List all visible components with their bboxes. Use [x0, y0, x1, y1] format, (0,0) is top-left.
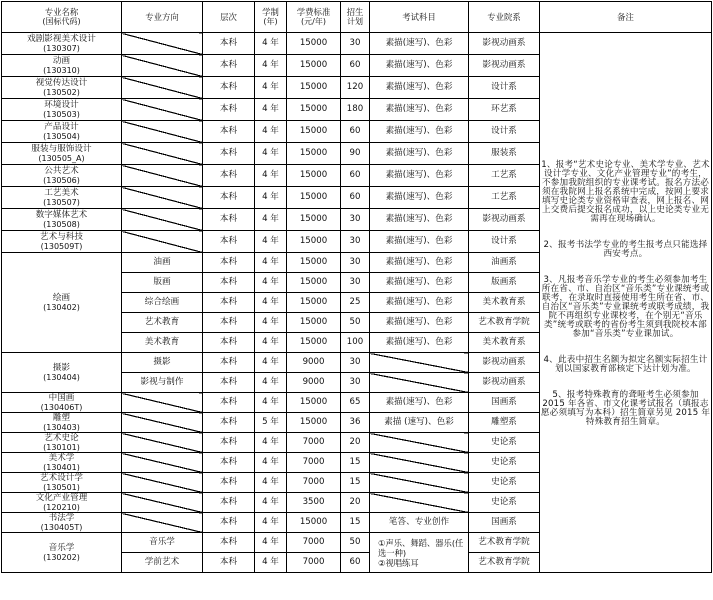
major-cell: 环境设计 (130503): [2, 99, 122, 121]
fee-cell: 15000: [287, 293, 341, 313]
years-cell: 4 年: [255, 121, 287, 143]
fee-cell: 9000: [287, 353, 341, 373]
empty-direction-cell: [122, 77, 203, 99]
level-cell: 本科: [203, 553, 255, 573]
dept-cell: 环艺系: [469, 99, 540, 121]
note-4: 4、此表中招生名额为拟定名额实际招生计划以国家教育部核定下达计划为准。: [543, 355, 708, 374]
empty-exam-cell: [370, 493, 469, 513]
note-1: 1、报考“艺术史论专业、美术学专业、艺术设计学专业、文化产业管理专业”的考生，不参加我院组织的专业课考试。报名方法必须在我院网上报名系统中完成，按网上要求填写史论类专业资格审查表，网上报名、网上交费后提交报名成功，以上史论类专业无需再在现场确认。: [541, 160, 710, 224]
dept-cell: 影视动画系: [469, 373, 540, 393]
fee-cell: 7000: [287, 453, 341, 473]
header-level: 层次: [203, 2, 255, 33]
photo-major-cell: 摄影 (130404): [2, 353, 122, 393]
years-cell: 4 年: [255, 273, 287, 293]
fee-cell: 3500: [287, 493, 341, 513]
direction-cell: 摄影: [122, 353, 203, 373]
years-cell: 4 年: [255, 533, 287, 553]
quota-cell: 20: [341, 433, 370, 453]
quota-cell: 100: [341, 333, 370, 353]
fee-cell: 15000: [287, 413, 341, 433]
fee-cell: 15000: [287, 393, 341, 413]
level-cell: 本科: [203, 373, 255, 393]
quota-cell: 30: [341, 373, 370, 393]
dept-cell: 史论系: [469, 433, 540, 453]
level-cell: 本科: [203, 33, 255, 55]
exam-cell: 素描(速写)、色彩: [370, 143, 469, 165]
level-cell: 本科: [203, 533, 255, 553]
exam-cell: 素描(速写)、色彩: [370, 121, 469, 143]
major-cell: 动画 (130310): [2, 55, 122, 77]
music-exam-cell: ①声乐、舞蹈、器乐(任选一种) ②视唱练耳: [370, 533, 469, 573]
major-cell: 美术学 (130401): [2, 453, 122, 473]
level-cell: 本科: [203, 77, 255, 99]
note-5: 5、报考特殊教育的聋哑考生必须参加 2015 年各省、市文化课考试报名（填报志愿必须填写为本科）招生简章另见 2015 年特殊教育招生简章。: [540, 390, 711, 427]
empty-direction-cell: [122, 433, 203, 453]
dept-cell: 服装系: [469, 143, 540, 165]
level-cell: 本科: [203, 413, 255, 433]
level-cell: 本科: [203, 209, 255, 231]
dept-cell: 艺术教育学院: [469, 533, 540, 553]
fee-cell: 15000: [287, 143, 341, 165]
header-major: 专业名称 (国标代码): [2, 2, 122, 33]
dept-cell: 雕塑系: [469, 413, 540, 433]
empty-direction-cell: [122, 99, 203, 121]
level-cell: 本科: [203, 55, 255, 77]
level-cell: 本科: [203, 493, 255, 513]
quota-cell: 90: [341, 143, 370, 165]
dept-cell: 史论系: [469, 493, 540, 513]
quota-cell: 30: [341, 353, 370, 373]
fee-cell: 7000: [287, 433, 341, 453]
quota-cell: 50: [341, 533, 370, 553]
level-cell: 本科: [203, 253, 255, 273]
fee-cell: 15000: [287, 165, 341, 187]
major-cell: 文化产业管理 (120210): [2, 493, 122, 513]
enrollment-table: [1, 1, 712, 573]
empty-direction-cell: [122, 187, 203, 209]
dept-cell: 美术教育系: [469, 333, 540, 353]
years-cell: 4 年: [255, 253, 287, 273]
quota-cell: 15: [341, 473, 370, 493]
fee-cell: 15000: [287, 313, 341, 333]
level-cell: 本科: [203, 231, 255, 253]
empty-exam-cell: [370, 473, 469, 493]
major-cell: 中国画 (130406T): [2, 393, 122, 413]
empty-exam-cell: [370, 373, 469, 393]
quota-cell: 15: [341, 453, 370, 473]
years-cell: 4 年: [255, 165, 287, 187]
exam-cell: 素描(速写)、色彩: [370, 393, 469, 413]
years-cell: 4 年: [255, 473, 287, 493]
level-cell: 本科: [203, 99, 255, 121]
dept-cell: 影视动画系: [469, 55, 540, 77]
major-cell: 艺术史论 (130101): [2, 433, 122, 453]
years-cell: 4 年: [255, 393, 287, 413]
fee-cell: 7000: [287, 473, 341, 493]
direction-cell: 艺术教育: [122, 313, 203, 333]
fee-cell: 15000: [287, 231, 341, 253]
quota-cell: 30: [341, 253, 370, 273]
years-cell: 4 年: [255, 353, 287, 373]
empty-direction-cell: [122, 453, 203, 473]
level-cell: 本科: [203, 453, 255, 473]
header-notes: 备注: [540, 2, 712, 33]
quota-cell: 180: [341, 99, 370, 121]
level-cell: 本科: [203, 121, 255, 143]
quota-cell: 65: [341, 393, 370, 413]
years-cell: 4 年: [255, 33, 287, 55]
quota-cell: 25: [341, 293, 370, 313]
exam-cell: 素描(速写)、色彩: [370, 253, 469, 273]
direction-cell: 版画: [122, 273, 203, 293]
dept-cell: 设计系: [469, 231, 540, 253]
exam-cell: 素描(速写)、色彩: [370, 231, 469, 253]
level-cell: 本科: [203, 313, 255, 333]
empty-exam-cell: [370, 453, 469, 473]
dept-cell: 艺术教育学院: [469, 553, 540, 573]
quota-cell: 36: [341, 413, 370, 433]
years-cell: 4 年: [255, 293, 287, 313]
years-cell: 4 年: [255, 333, 287, 353]
major-cell: 雕塑 (130403): [2, 413, 122, 433]
years-cell: 4 年: [255, 143, 287, 165]
quota-cell: 60: [341, 165, 370, 187]
level-cell: 本科: [203, 273, 255, 293]
exam-cell: 素描(速写)、色彩: [370, 313, 469, 333]
years-cell: 4 年: [255, 209, 287, 231]
direction-cell: 学前艺术: [122, 553, 203, 573]
fee-cell: 15000: [287, 99, 341, 121]
dept-cell: 影视动画系: [469, 33, 540, 55]
years-cell: 4 年: [255, 493, 287, 513]
years-cell: 4 年: [255, 553, 287, 573]
major-cell: 视觉传达设计 (130502): [2, 77, 122, 99]
quota-cell: 60: [341, 553, 370, 573]
dept-cell: 影视动画系: [469, 209, 540, 231]
header-fee: 学费标准 (元/年): [287, 2, 341, 33]
note-2: 2、报考书法学专业的考生报考点只能选择西安考点。: [543, 240, 708, 259]
fee-cell: 15000: [287, 333, 341, 353]
years-cell: 4 年: [255, 453, 287, 473]
empty-exam-cell: [370, 433, 469, 453]
direction-cell: 音乐学: [122, 533, 203, 553]
major-cell: 服装与服饰设计 (130505_A): [2, 143, 122, 165]
dept-cell: 艺术教育学院: [469, 313, 540, 333]
years-cell: 4 年: [255, 55, 287, 77]
exam-cell: 素描(速写)、色彩: [370, 293, 469, 313]
dept-cell: 史论系: [469, 453, 540, 473]
fee-cell: 9000: [287, 373, 341, 393]
level-cell: 本科: [203, 433, 255, 453]
major-cell: 数字媒体艺术 (130508): [2, 209, 122, 231]
fee-cell: 15000: [287, 55, 341, 77]
years-cell: 5 年: [255, 413, 287, 433]
empty-direction-cell: [122, 493, 203, 513]
note-3: 3、凡报考音乐学专业的考生必须参加考生所在省、市、自治区“音乐类”专业课统考或联考，在录取时直接使用考生所在省、市、自治区“音乐类”专业课统考或联考成绩，我院不再组织专业课校考，在个别无“音乐类”统考或联考的省份考生须到我院校本部参加“音乐类”专业课加试。: [541, 275, 710, 339]
header-years: 学制 (年): [255, 2, 287, 33]
empty-direction-cell: [122, 33, 203, 55]
exam-cell: 素描 (速写)、色彩: [370, 413, 469, 433]
header-exam: 考试科目: [370, 2, 469, 33]
major-cell: 工艺美术 (130507): [2, 187, 122, 209]
exam-cell: 素描(速写)、色彩: [370, 77, 469, 99]
dept-cell: 国画系: [469, 393, 540, 413]
fee-cell: 7000: [287, 553, 341, 573]
dept-cell: 油画系: [469, 253, 540, 273]
empty-direction-cell: [122, 165, 203, 187]
quota-cell: 20: [341, 493, 370, 513]
level-cell: 本科: [203, 393, 255, 413]
major-cell: 产品设计 (130504): [2, 121, 122, 143]
level-cell: 本科: [203, 293, 255, 313]
exam-cell: 素描(速写)、色彩: [370, 333, 469, 353]
level-cell: 本科: [203, 143, 255, 165]
empty-direction-cell: [122, 393, 203, 413]
major-cell: 书法学 (130405T): [2, 513, 122, 533]
quota-cell: 30: [341, 273, 370, 293]
empty-direction-cell: [122, 231, 203, 253]
level-cell: 本科: [203, 165, 255, 187]
quota-cell: 120: [341, 77, 370, 99]
empty-direction-cell: [122, 55, 203, 77]
exam-cell: 素描(速写)、色彩: [370, 187, 469, 209]
exam-cell: 素描(速写)、色彩: [370, 33, 469, 55]
header-quota: 招生 计划: [341, 2, 370, 33]
dept-cell: 设计系: [469, 121, 540, 143]
header-direction: 专业方向: [122, 2, 203, 33]
exam-cell: 笔答、专业创作: [370, 513, 469, 533]
painting-major-cell: 绘画 (130402): [2, 253, 122, 353]
direction-cell: 影视与制作: [122, 373, 203, 393]
empty-direction-cell: [122, 209, 203, 231]
level-cell: 本科: [203, 333, 255, 353]
fee-cell: 15000: [287, 253, 341, 273]
empty-direction-cell: [122, 473, 203, 493]
quota-cell: 30: [341, 33, 370, 55]
years-cell: 4 年: [255, 513, 287, 533]
dept-cell: 工艺系: [469, 165, 540, 187]
years-cell: 4 年: [255, 433, 287, 453]
dept-cell: 国画系: [469, 513, 540, 533]
fee-cell: 15000: [287, 33, 341, 55]
fee-cell: 7000: [287, 533, 341, 553]
quota-cell: 50: [341, 313, 370, 333]
fee-cell: 15000: [287, 187, 341, 209]
quota-cell: 30: [341, 209, 370, 231]
quota-cell: 60: [341, 55, 370, 77]
exam-cell: 素描(速写)、色彩: [370, 273, 469, 293]
fee-cell: 15000: [287, 121, 341, 143]
notes-cell: [540, 33, 712, 573]
empty-direction-cell: [122, 413, 203, 433]
level-cell: 本科: [203, 473, 255, 493]
dept-cell: 美术教育系: [469, 293, 540, 313]
fee-cell: 15000: [287, 513, 341, 533]
major-cell: 艺术设计学 (130501): [2, 473, 122, 493]
header-row: [2, 2, 712, 33]
years-cell: 4 年: [255, 231, 287, 253]
fee-cell: 15000: [287, 77, 341, 99]
table-row: [2, 33, 712, 55]
dept-cell: 影视动画系: [469, 353, 540, 373]
major-cell: 公共艺术 (130506): [2, 165, 122, 187]
exam-cell: 素描(速写)、色彩: [370, 99, 469, 121]
years-cell: 4 年: [255, 313, 287, 333]
exam-cell: 素描(速写)、色彩: [370, 165, 469, 187]
dept-cell: 设计系: [469, 77, 540, 99]
years-cell: 4 年: [255, 77, 287, 99]
years-cell: 4 年: [255, 373, 287, 393]
exam-cell: 素描(速写)、色彩: [370, 55, 469, 77]
exam-cell: 素描(速写)、色彩: [370, 209, 469, 231]
direction-cell: 油画: [122, 253, 203, 273]
empty-direction-cell: [122, 513, 203, 533]
level-cell: 本科: [203, 513, 255, 533]
years-cell: 4 年: [255, 99, 287, 121]
major-cell: 戏剧影视美术设计 (130307): [2, 33, 122, 55]
empty-exam-cell: [370, 353, 469, 373]
quota-cell: 15: [341, 513, 370, 533]
music-major-cell: 音乐学 (130202): [2, 533, 122, 573]
major-cell: 艺术与科技 (130509T): [2, 231, 122, 253]
direction-cell: 美术教育: [122, 333, 203, 353]
fee-cell: 15000: [287, 273, 341, 293]
dept-cell: 工艺系: [469, 187, 540, 209]
years-cell: 4 年: [255, 187, 287, 209]
quota-cell: 60: [341, 121, 370, 143]
quota-cell: 60: [341, 187, 370, 209]
quota-cell: 30: [341, 231, 370, 253]
dept-cell: 史论系: [469, 473, 540, 493]
header-dept: 专业院系: [469, 2, 540, 33]
level-cell: 本科: [203, 353, 255, 373]
dept-cell: 版画系: [469, 273, 540, 293]
level-cell: 本科: [203, 187, 255, 209]
empty-direction-cell: [122, 121, 203, 143]
fee-cell: 15000: [287, 209, 341, 231]
empty-direction-cell: [122, 143, 203, 165]
direction-cell: 综合绘画: [122, 293, 203, 313]
